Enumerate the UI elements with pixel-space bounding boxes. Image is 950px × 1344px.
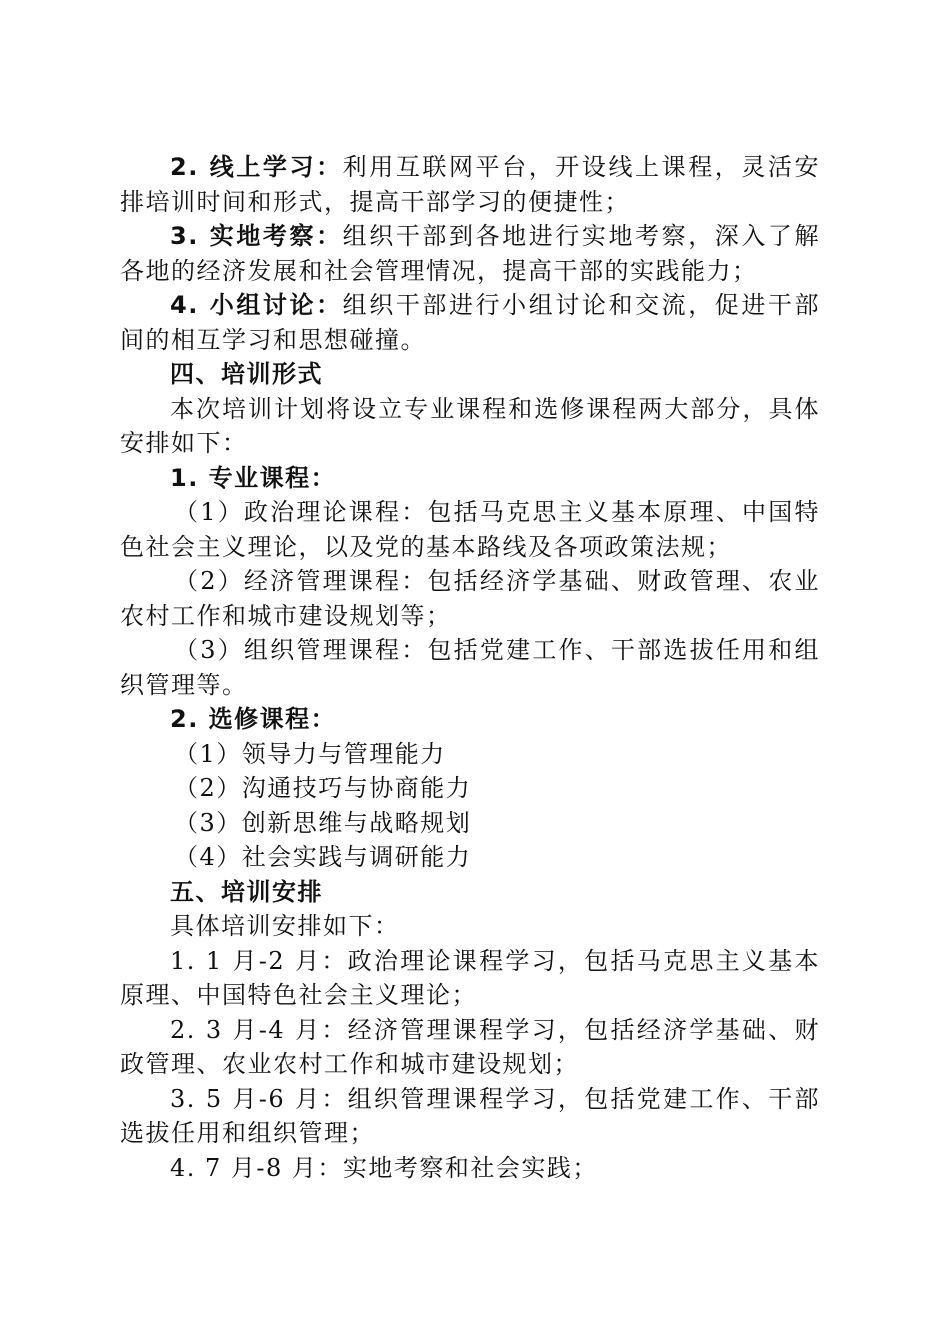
subsection-heading: 2. 选修课程： — [170, 705, 337, 733]
course-item: （3）组织管理课程：包括党建工作、干部选拔任用和组织管理等。 — [120, 636, 820, 699]
section-intro: 具体培训安排如下： — [170, 912, 400, 940]
method-lead: 2. 线上学习： — [170, 153, 343, 181]
course-item: （2）经济管理课程：包括经济学基础、财政管理、农业农村工作和城市建设规划等； — [120, 567, 820, 630]
elective-item: （4）社会实践与调研能力 — [174, 843, 472, 871]
elective-item: （3）创新思维与战略规划 — [174, 808, 472, 837]
method-paragraph — [120, 288, 820, 357]
section-intro: 本次培训计划将设立专业课程和选修课程两大部分，具体安排如下： — [120, 394, 820, 457]
section-heading: 五、培训安排 — [170, 877, 323, 906]
subsection-heading: 1. 专业课程： — [170, 463, 337, 492]
method-lead: 3. 实地考察： — [170, 222, 343, 250]
method-paragraph — [120, 150, 820, 219]
course-item: （1）政治理论课程：包括马克思主义基本原理、中国特色社会主义理论，以及党的基本路线及各项政策法规； — [120, 498, 820, 561]
method-text: 组织干部进行小组讨论和交流，促进干部间的相互学习和思想碰撞。 — [120, 291, 821, 354]
schedule-item: 1. 1 月-2 月：政治理论课程学习，包括马克思主义基本原理、中国特色社会主义理论； — [120, 946, 820, 1009]
document-page — [120, 150, 820, 1185]
method-lead: 4. 小组讨论： — [170, 291, 343, 319]
method-text: 利用互联网平台，开设线上课程，灵活安排培训时间和形式，提高干部学习的便捷性； — [120, 153, 821, 216]
elective-item: （2）沟通技巧与协商能力 — [174, 774, 472, 802]
schedule-item: 3. 5 月-6 月：组织管理课程学习，包括党建工作、干部选拔任用和组织管理； — [120, 1084, 820, 1147]
schedule-item: 2. 3 月-4 月：经济管理课程学习，包括经济学基础、财政管理、农业农村工作和城市建设规划； — [120, 1015, 820, 1078]
method-text: 组织干部到各地进行实地考察，深入了解各地的经济发展和社会管理情况，提高干部的实践能力； — [120, 222, 821, 285]
section-heading: 四、培训形式 — [170, 360, 323, 388]
method-paragraph — [120, 219, 820, 288]
schedule-item: 4. 7 月-8 月：实地考察和社会实践； — [170, 1153, 598, 1182]
elective-item: （1）领导力与管理能力 — [174, 739, 446, 768]
